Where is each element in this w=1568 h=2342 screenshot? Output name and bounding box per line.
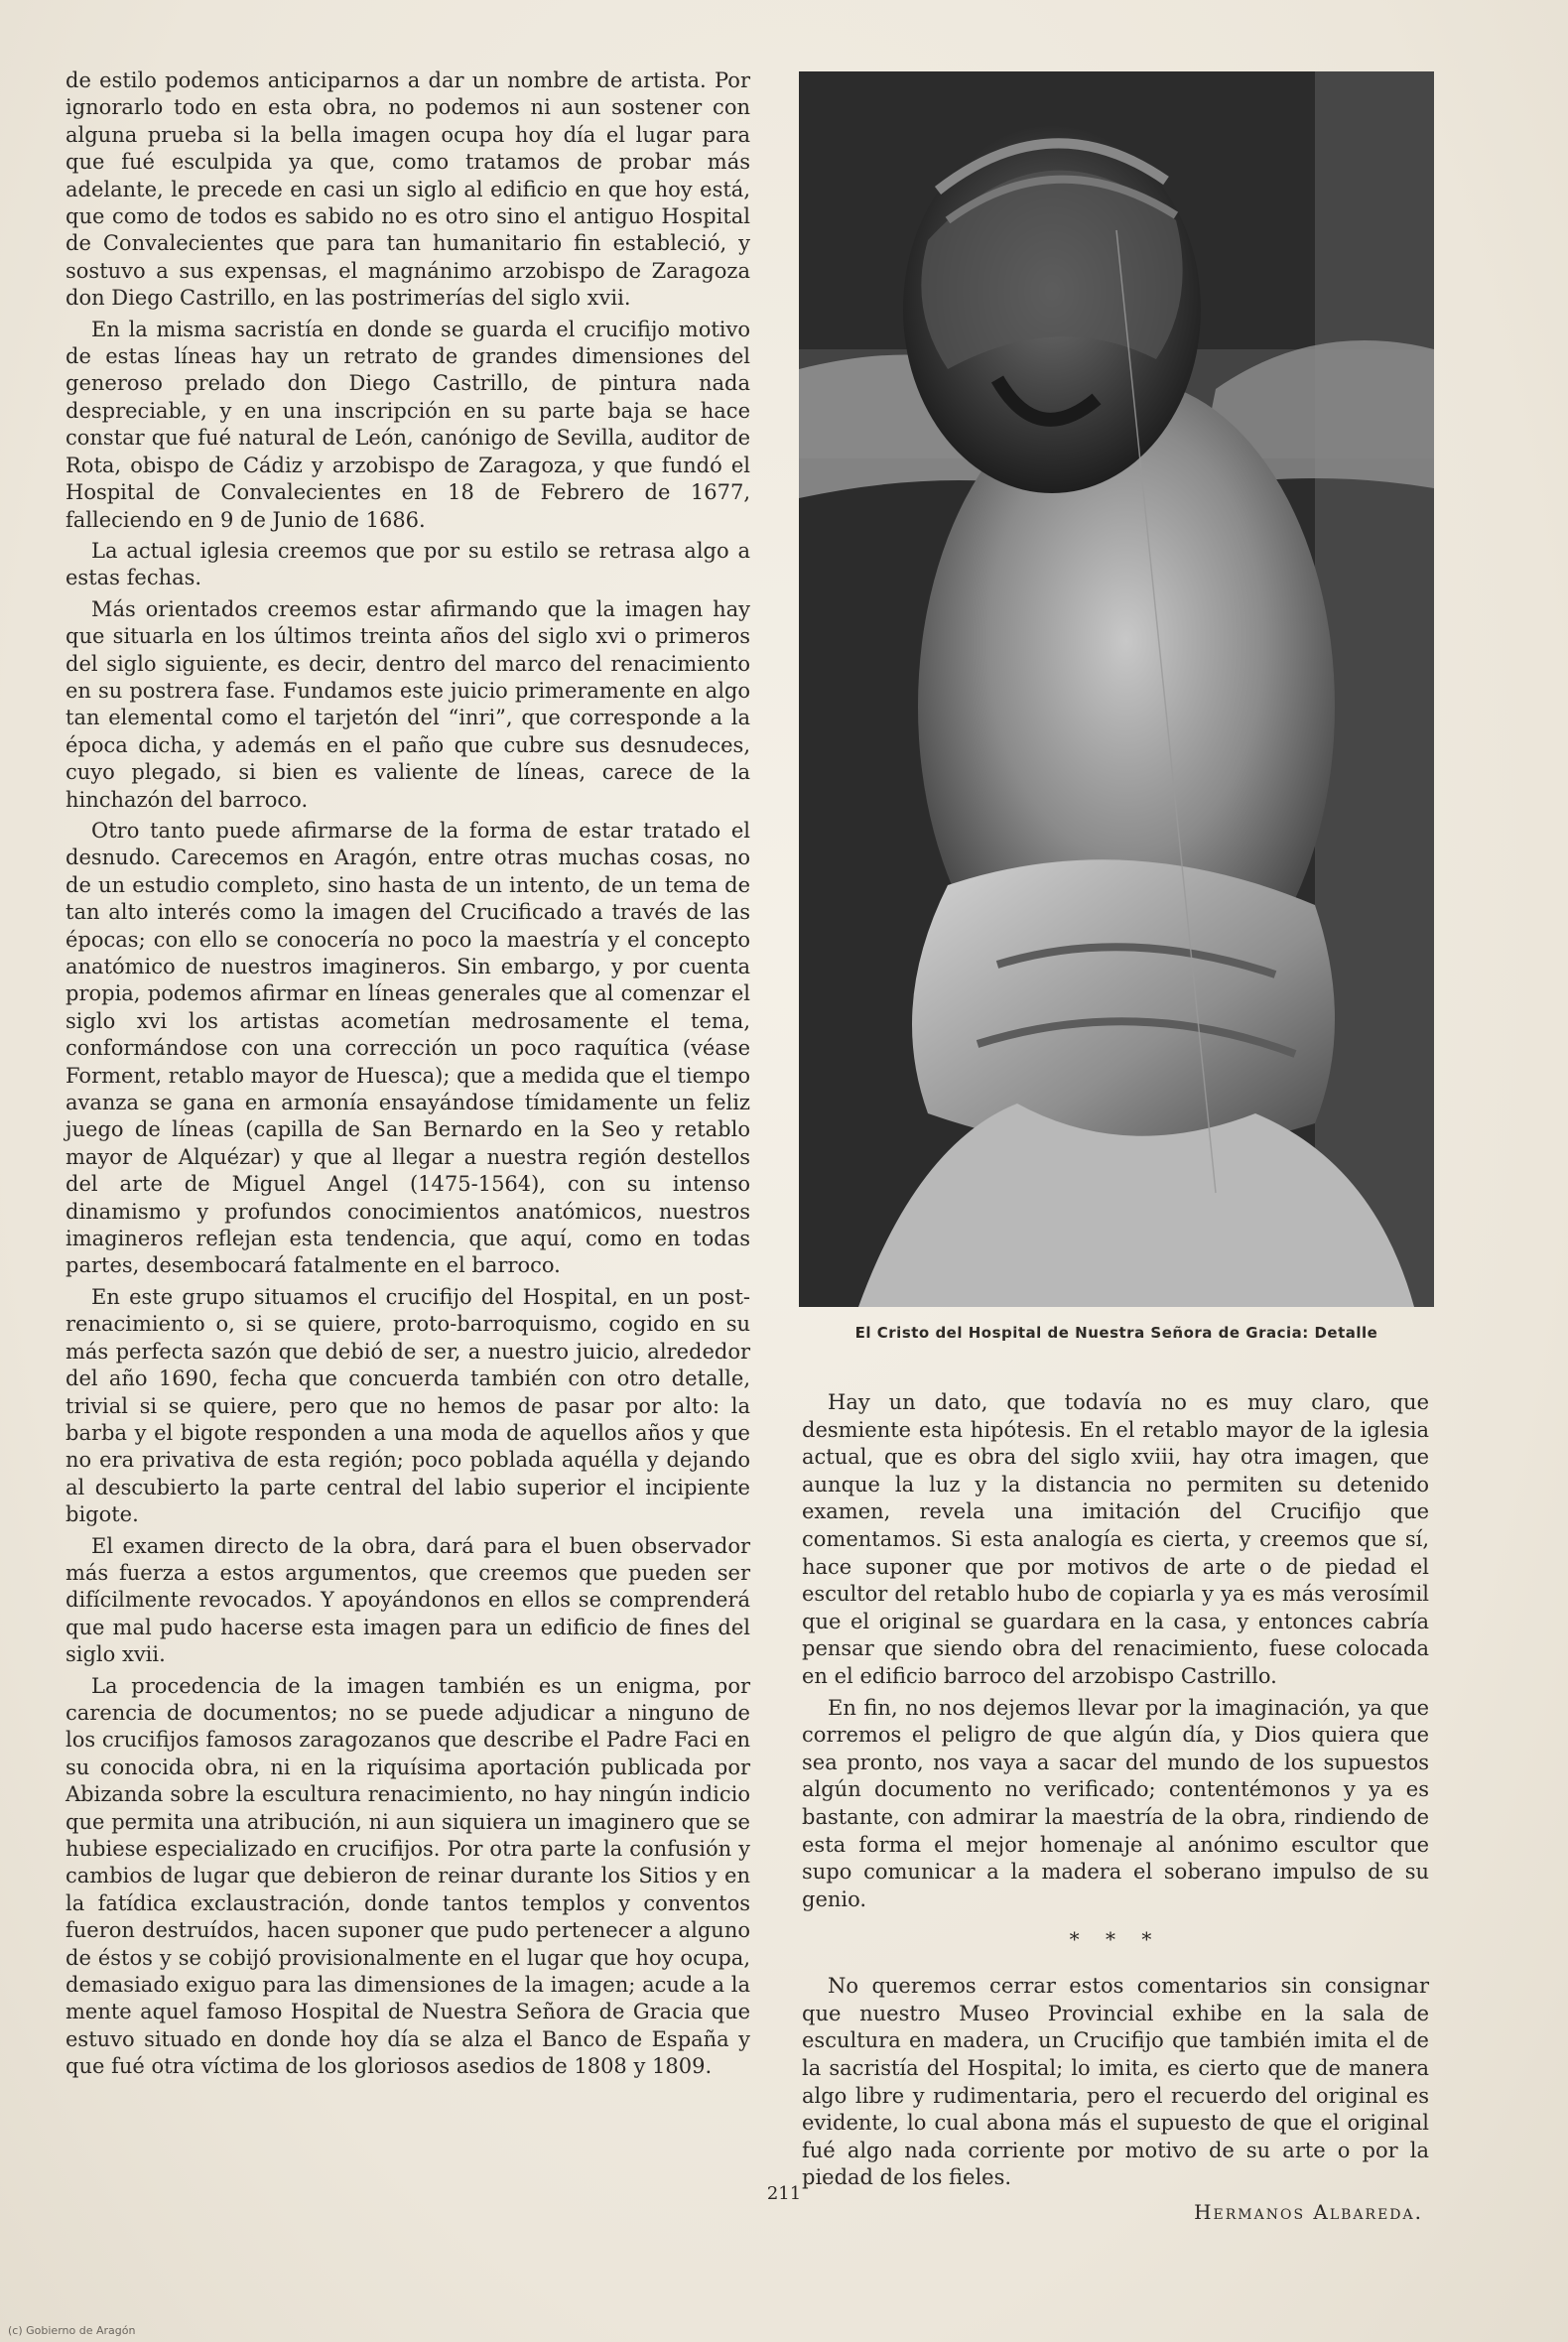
page-number: 211 [766,2183,802,2204]
paragraph: En la misma sacristía en donde se guarda el crucifijo motivo de estas líneas hay un retrato de grandes dimensiones del generoso prelado don Diego Castrillo, de pintura nada despreciable, y en una inscripción en su parte baja se hace constar que fué natural de León, canónigo de Sevilla, auditor de Rota, obispo de Cádiz y arzobispo de Zaragoza, y que fundó el Hospital de Convalecientes en 18 de Febrero de 1677, falleciendo en 9 de Junio de 1686. [65,317,750,532]
paragraph: En fin, no nos dejemos llevar por la imaginación, ya que corremos el peligro de que algún día, y Dios quiera que sea pronto, nos vaya a sacar del mundo de los supuestos algún documento no verificado; contentémonos y ya es bastante, con admirar la maestría de la obra, rindiendo de esta forma el mejor homenaje al anónimo escultor que supo comunicar a la madera el soberano impulso de su genio. [802,1695,1429,1911]
copyright-credit: (c) Gobierno de Aragón [8,2324,136,2337]
author-signature: Hermanos Albareda. [1194,2200,1423,2225]
crucifix-illustration [799,71,1434,1307]
paragraph: Hay un dato, que todavía no es muy claro, que desmiente esta hipótesis. En el retablo mayor de la iglesia actual, que es obra del siglo xviii, hay otra imagen, que aunque la luz y la distancia no permiten su detenido examen, revela una imitación del Crucifijo que comentamos. Si esta analogía es cierta, y creemos que sí, hace suponer que por motivos de arte o de piedad el escultor del retablo hubo de copiarla y ya es más verosímil que el original se guardara en la casa, y entonces cabría pensar que siendo obra del renacimiento, fuese colocada en el edificio barroco del arzobispo Castrillo. [802,1390,1429,1688]
closing-paragraph: No queremos cerrar estos comentarios sin consignar que nuestro Museo Provincial exhibe en la sala de escultura en madera, un Crucifijo que también imita el de la sacristía del Hospital; lo imita, es cierto que de manera algo libre y rudimentaria, pero el recuerdo del original es evidente, lo cual abona más el supuesto de que el original fué algo nada corriente por motivo de su arte o por la piedad de los fieles. [802,1974,1429,2190]
crucifix-photograph [799,71,1434,1307]
photo-caption: El Cristo del Hospital de Nuestra Señora de Gracia: Detalle [854,1324,1378,1342]
paragraph: En este grupo situamos el crucifijo del Hospital, en un post-renacimiento o, si se quiere, proto-barroquismo, cogido en su más perfecta sazón que debió de ser, a nuestro juicio, alrededor del año 1690, fecha que concuerda también con otro detalle, trivial si se quiere, pero que no hemos de pasar por alto: la barba y el bigote responden a una moda de aquellos años y que no era privativa de esta región; poco poblada aquélla y dejando al descubierto la parte central del labio superior el incipiente bigote. [65,1284,750,1527]
paragraph: de estilo podemos anticiparnos a dar un nombre de artista. Por ignorarlo todo en esta obra, no podemos ni aun sostener con alguna prueba si la bella imagen ocupa hoy día el lugar para que fué esculpida ya que, como tratamos de probar más adelante, le precede en casi un siglo al edificio en que hoy está, que como de todos es sabido no es otro sino el antiguo Hospital de Convalecientes que para tan humanitario fin estableció, y sostuvo a sus expensas, el magnánimo arzobispo de Zaragoza don Diego Castrillo, en las postrimerías del siglo xvii. [65,68,750,311]
right-text-column [802,1389,1429,2224]
paragraph: Otro tanto puede afirmarse de la forma de estar tratado el desnudo. Carecemos en Aragón, entre otras muchas cosas, no de un estudio completo, sino hasta de un intento, de un tema de tan alto interés como la imagen del Crucificado a través de las épocas; con ello se conocería no poco la maestría y el concepto anatómico de nuestros imagineros. Sin embargo, y por cuenta propia, podemos afirmar en líneas generales que al comenzar el siglo xvi los artistas acometían medrosamente el tema, conformándose con una corrección un poco raquítica (véase Forment, retablo mayor de Huesca); que a medida que el tiempo avanza se gana en armonía ensayándose tímidamente un feliz juego de líneas (capilla de San Bernardo en la Seo y retablo mayor de Alquézar) y que al llegar a nuestra región destellos del arte de Miguel Angel (1475-1564), con su intenso dinamismo y profundos conocimientos anatómicos, nuestros imagineros reflejan esta tendencia, que aquí, como en todas partes, desembocará fatalmente en el barroco. [65,818,751,1278]
paragraph: La procedencia de la imagen también es un enigma, por carencia de documentos; no se puede adjudicar a ninguno de los crucifijos famosos zaragozanos que describe el Padre Faci en su conocida obra, ni en la riquísima aportación publicada por Abizanda sobre la escultura renacimiento, no hay ningún indicio que permita una atribución, ni aun siquiera un imaginero que se hubiese especializado en crucifijos. Por otra parte la confusión y cambios de lugar que debieron de reinar durante los Sitios y en la fatídica exclaustración, donde tantos templos y conventos fueron destruídos, hacen suponer que pudo pertenecer a alguno de éstos y se cobijó provisionalmente en el lugar que hoy ocupa, demasiado exiguo para las dimensiones de la imagen; acude a la mente aquel famoso Hospital de Nuestra Señora de Gracia que estuvo situado en donde hoy día se alza el Banco de España y que fué otra víctima de los gloriosos asedios de 1808 y 1809. [65,1673,750,2079]
paragraph: Más orientados creemos estar afirmando que la imagen hay que situarla en los últimos treinta años del siglo xvi o primeros del siglo siguiente, es decir, dentro del marco del renacimiento en su postrera fase. Fundamos este juicio primeramente en algo tan elemental como el tarjetón del “inri”, que corresponde a la época dicha, y además en el paño que cubre sus desnudeces, cuyo plegado, si bien es valiente de líneas, carece de la hinchazón del barroco. [65,596,750,812]
section-separator: * * * [1069,1927,1162,1952]
paragraph: La actual iglesia creemos que por su estilo se retrasa algo a estas fechas. [65,538,750,590]
paragraph: El examen directo de la obra, dará para el buen observador más fuerza a estos argumentos, que creemos que pueden ser difícilmente revocados. Y apoyándonos en ellos se comprenderá que mal pudo hacerse esta imagen para un edificio de fines del siglo xvii. [65,1533,750,1667]
left-text-column [65,67,750,2085]
